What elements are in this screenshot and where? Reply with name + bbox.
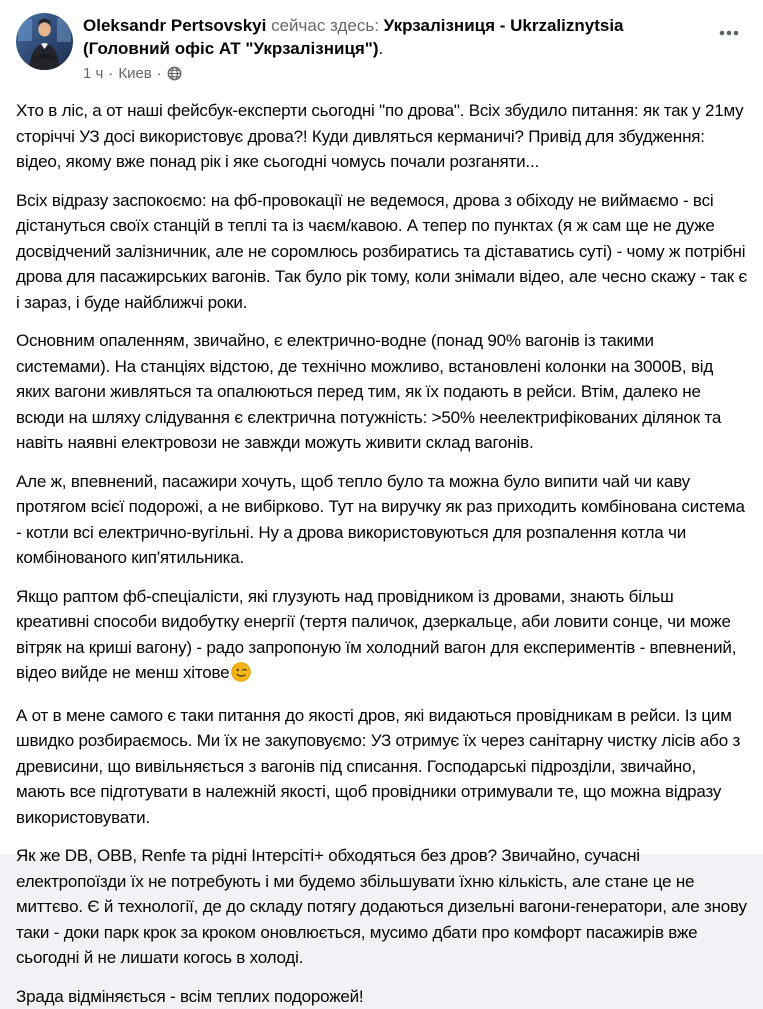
post-paragraph: А от в мене самого є таки питання до якості дров, які видаються провідникам в рейси. Із цим швидко розбираємось. Ми їх не закуповуємо: УЗ отримує їх через санітарну чистку лісів або з древисини, що вивільняється з вагонів під списання. Господарські підрозділи, звичайно, мають все підготувати в належній якості, щоб провідники отримували те, що можна відразу використовувати.: [16, 703, 747, 831]
post-paragraph: Але ж, впевнений, пасажири хочуть, щоб тепло було та можна було випити чай чи каву протягом всієї подорожі, а не вибірково. Тут на виручку як раз приходить комбінована система - котли всі електрично-вугільні. Ну а дрова використовуються для розпалення котла чи комбінованого кип'ятильника.: [16, 469, 747, 571]
place-link[interactable]: Укрзалізниця - Ukrzaliznytsia (Головний офіс АТ "Укрзалізниця"): [83, 16, 624, 58]
post-header: [16, 13, 747, 83]
post-paragraph: Основним опаленням, звичайно, є електрично-водне (понад 90% вагонів із такими системами). На станціях відстою, де технічно можливо, встановлені колонки на 3000В, від яких вагони живляться та опалюються перед тим, як їх подають в рейси. Втім, далеко не всюди на шляху слідування є єлектрична потужність: >50% неелектрифікованих ділянок та навіть наявні електровози не завжди можуть живити склад вагонів.: [16, 328, 747, 456]
avatar[interactable]: [16, 13, 73, 70]
ellipsis-icon: [717, 21, 741, 45]
post-paragraph: [16, 584, 747, 690]
timestamp[interactable]: 1 ч: [83, 64, 103, 83]
location-link[interactable]: Киев: [118, 64, 151, 83]
post-paragraph: Хто в ліс, а от наші фейсбук-експерти сьогодні "по дрова". Всіх збудило питання: як так у 21му сторіччі УЗ досі використовує дрова?! Куди дивляться керманичі? Привід для збудження: відео, якому вже понад рік і яке сьогодні чомусь почали розганяти...: [16, 98, 747, 175]
post-meta: [83, 64, 711, 83]
checkin-context: сейчас здесь:: [271, 16, 379, 35]
meta-separator: ·: [108, 64, 113, 83]
author-name[interactable]: Oleksandr Pertsovskyi: [83, 16, 266, 35]
post-paragraph: Всіх відразу заспокоємо: на фб-провокації не ведемося, дрова з обіходу не виймаємо - всі дістануться своїх станцій в теплі та із чаєм/кавою. А тепер по пунктах (я ж сам ще не дуже досвідчений залізничник, але не соромлюсь розбиратись та діставатись суті) - чому ж потрібні дрова для пасажирських вагонів. Так було рік тому, коли знімали відео, але чесно скажу - так є і зараз, і буде найближчі роки.: [16, 188, 747, 316]
post-body: [16, 98, 747, 1009]
meta-separator: ·: [157, 64, 162, 83]
post-paragraph: Як же DB, OBB, Renfe та рідні Інтерсіті+ обходяться без дров? Звичайно, сучасні електропоїзди їх не потребують і ми будемо збільшувати їхню кількість, але стане це не миттєво. Є й технології, де до складу потягу додаються дизельні вагони-генератори, але знову таки - доки парк крок за кроком оновлюється, мусимо дбати про комфорт пасажирів вже сьогодні й не лишати когось в холоді.: [16, 843, 747, 971]
winking-face-emoji: [231, 662, 251, 690]
avatar-photo: [16, 13, 73, 70]
paragraph-text: Якщо раптом фб-спеціалісти, які глузують над провідником із дровами, знають більш креативні способи видобутку енергії (тертя паличок, дзеркальце, аби ловити сонце, чи може вітряк на криші вагону) - радо запропоную їм холодний вагон для експериментів - впевнений, відео вийде не менш хітове: [16, 587, 736, 683]
post-options-button[interactable]: [711, 15, 747, 51]
post-paragraph: Зрада відміняється - всім теплих подорожей!: [16, 984, 747, 1009]
header-text: [83, 13, 711, 83]
globe-icon: [167, 66, 182, 81]
sentence-end: .: [379, 39, 384, 58]
